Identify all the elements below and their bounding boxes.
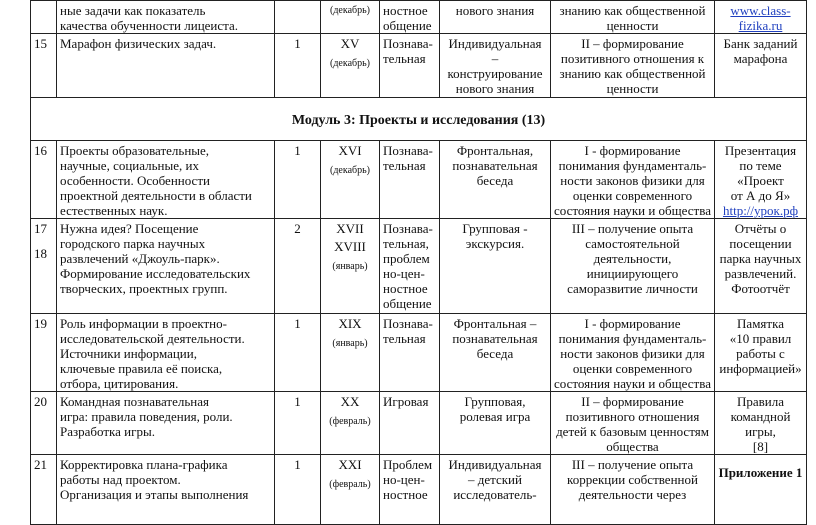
result-cell xyxy=(715,141,807,219)
row-number: 17 xyxy=(34,221,47,236)
activity-line: Познава- xyxy=(383,316,433,331)
topic-line: Командная познавательная xyxy=(60,394,210,409)
level-cell xyxy=(551,219,715,314)
form-cell xyxy=(440,392,551,455)
level-line: состояния науки и общества xyxy=(554,376,711,391)
level-line: понимания фундаменталь- xyxy=(558,158,707,173)
activity-cell xyxy=(380,314,440,392)
form-cell xyxy=(440,1,551,34)
level-line: позитивного отношения к xyxy=(560,51,705,66)
topic-cell xyxy=(57,392,275,455)
week-month: (декабрь) xyxy=(330,165,370,176)
row-number-cell xyxy=(31,34,57,98)
result-cell xyxy=(715,1,807,34)
activity-cell xyxy=(380,1,440,34)
topic-line: отбора, цитирования. xyxy=(60,376,179,391)
level-line: коррекции собственной xyxy=(567,472,698,487)
form-line: Фронтальная – xyxy=(453,316,537,331)
form-cell xyxy=(440,34,551,98)
topic-line: работы над проектом. xyxy=(60,472,181,487)
result-link[interactable]: http://урок.рф xyxy=(722,203,799,218)
level-cell xyxy=(551,314,715,392)
activity-line: тельная, xyxy=(383,236,429,251)
result-appendix: Приложение 1 xyxy=(718,465,803,480)
result-line: развлечений. xyxy=(724,266,797,281)
row-number: 15 xyxy=(34,36,47,51)
result-line: командной xyxy=(730,409,791,424)
topic-cell xyxy=(57,455,275,525)
topic-line: Формирование исследовательских xyxy=(60,266,251,281)
week-roman: XIX xyxy=(338,316,362,331)
activity-line: ностное xyxy=(383,3,428,18)
row-number-cell xyxy=(31,314,57,392)
activity-line: общение xyxy=(383,18,432,33)
form-line: Групповая, xyxy=(464,394,526,409)
topic-line: творческих, проектных групп. xyxy=(60,281,228,296)
result-line: Отчёты о xyxy=(734,221,787,236)
result-line: [8] xyxy=(752,439,769,454)
level-line: общества xyxy=(606,439,659,454)
level-line: ности законов физики для xyxy=(560,346,705,361)
row-number: 19 xyxy=(34,316,47,331)
result-line: информацией» xyxy=(719,361,802,376)
week-roman: XVIII xyxy=(334,239,366,254)
form-line: Фронтальная, xyxy=(456,143,534,158)
result-line: «10 правил xyxy=(729,331,792,346)
row-number: 20 xyxy=(34,394,47,409)
topic-line: Марафон физических задач. xyxy=(60,36,217,51)
form-cell xyxy=(440,314,551,392)
result-link[interactable]: www.class- xyxy=(730,3,791,18)
topic-cell xyxy=(57,34,275,98)
table-row xyxy=(31,1,807,34)
row-number-cell xyxy=(31,219,57,314)
hours-value: 1 xyxy=(294,316,301,331)
result-cell xyxy=(715,34,807,98)
topic-line: игра: правила поведения, роли. xyxy=(60,409,233,424)
form-line: нового знания xyxy=(455,3,535,18)
module-row xyxy=(31,98,807,141)
form-line: Групповая - xyxy=(462,221,528,236)
activity-cell xyxy=(380,392,440,455)
table-row xyxy=(31,314,807,392)
form-line: Индивидуальная xyxy=(448,36,542,51)
row-number-cell xyxy=(31,141,57,219)
level-cell xyxy=(551,1,715,34)
week-cell xyxy=(321,392,380,455)
form-line: ролевая игра xyxy=(459,409,531,424)
week-month: (декабрь) xyxy=(330,58,370,69)
week-roman: XVII xyxy=(336,221,364,236)
hours-value: 2 xyxy=(294,221,301,236)
result-line: Фотоотчёт xyxy=(731,281,790,296)
form-cell xyxy=(440,219,551,314)
table-row xyxy=(31,141,807,219)
week-roman: XXI xyxy=(338,457,362,472)
topic-line: Нужна идея? Посещение xyxy=(60,221,199,236)
activity-cell xyxy=(380,141,440,219)
week-month: (февраль) xyxy=(329,416,371,427)
row-number-second: 18 xyxy=(34,246,47,261)
form-line: – детский xyxy=(468,472,522,487)
week-roman: XVI xyxy=(338,143,362,158)
result-line: Банк заданий xyxy=(723,36,798,51)
form-line: беседа xyxy=(476,173,514,188)
level-line: I - формирование xyxy=(584,143,681,158)
topic-cell xyxy=(57,219,275,314)
level-line: II – формирование xyxy=(581,36,684,51)
level-line: знанию как общественной xyxy=(559,3,706,18)
activity-line: но-цен- xyxy=(383,472,425,487)
hours-cell xyxy=(275,141,321,219)
form-line: нового знания xyxy=(455,81,535,96)
row-number-cell xyxy=(31,392,57,455)
result-cell xyxy=(715,455,807,525)
result-cell xyxy=(715,392,807,455)
topic-line: ные задачи как показатель xyxy=(60,3,206,18)
level-line: инициирующего xyxy=(586,266,679,281)
result-link[interactable]: fizika.ru xyxy=(738,18,783,33)
activity-line: Проблем xyxy=(383,457,433,472)
level-line: деятельности, xyxy=(593,251,672,266)
level-line: II – формирование xyxy=(581,394,684,409)
activity-cell xyxy=(380,219,440,314)
result-line: марафона xyxy=(733,51,788,66)
level-line: ценности xyxy=(606,81,659,96)
level-line: III – получение опыта xyxy=(571,221,694,236)
hours-value: 1 xyxy=(294,394,301,409)
activity-line: Познава- xyxy=(383,143,433,158)
form-cell xyxy=(440,455,551,525)
result-line: Памятка xyxy=(737,316,784,331)
level-line: состояния науки и общества xyxy=(554,203,711,218)
topic-line: естественных наук. xyxy=(60,203,168,218)
week-roman: XV xyxy=(340,36,360,51)
hours-cell xyxy=(275,1,321,34)
topic-line: Проекты образовательные, xyxy=(60,143,210,158)
topic-line: Источники информации, xyxy=(60,346,197,361)
form-line: Индивидуальная xyxy=(448,457,542,472)
topic-cell xyxy=(57,141,275,219)
activity-line: тельная xyxy=(383,158,426,173)
form-line: познавательная xyxy=(452,158,538,173)
activity-line: Познава- xyxy=(383,221,433,236)
level-line: саморазвитие личности xyxy=(567,281,698,296)
topic-line: Роль информации в проектно- xyxy=(60,316,227,331)
topic-line: научные, социальные, их xyxy=(60,158,199,173)
table-row xyxy=(31,455,807,525)
result-cell xyxy=(715,314,807,392)
level-cell xyxy=(551,141,715,219)
hours-cell xyxy=(275,455,321,525)
topic-line: ключевые правила её поиска, xyxy=(60,361,223,376)
result-line: парка научных xyxy=(719,251,802,266)
result-line: Презентация xyxy=(724,143,797,158)
level-line: ности законов физики для xyxy=(560,173,705,188)
curriculum-table-page xyxy=(30,0,806,525)
row-number-cell xyxy=(31,1,57,34)
hours-value: 1 xyxy=(294,143,301,158)
level-cell xyxy=(551,455,715,525)
row-number-cell xyxy=(31,455,57,525)
activity-line: общение xyxy=(383,296,432,311)
result-line: посещении xyxy=(729,236,792,251)
form-cell xyxy=(440,141,551,219)
activity-line: проблем xyxy=(383,251,430,266)
activity-line: тельная xyxy=(383,331,426,346)
level-line: оценки современного xyxy=(572,361,693,376)
activity-line: ностное xyxy=(383,281,428,296)
level-line: деятельности через xyxy=(578,487,687,502)
level-line: понимания фундаменталь- xyxy=(558,331,707,346)
level-line: оценки современного xyxy=(572,188,693,203)
activity-line: Игровая xyxy=(383,394,429,409)
row-number: 21 xyxy=(34,457,47,472)
result-line: «Проект xyxy=(737,173,784,188)
result-line: работы с xyxy=(736,346,785,361)
table-row xyxy=(31,219,807,314)
topic-line: Разработка игры. xyxy=(60,424,155,439)
level-cell xyxy=(551,34,715,98)
form-line: познавательная xyxy=(452,331,538,346)
row-number: 16 xyxy=(34,143,47,158)
week-month: (декабрь) xyxy=(330,5,370,16)
level-line: III – получение опыта xyxy=(571,457,694,472)
level-line: I - формирование xyxy=(584,316,681,331)
level-cell xyxy=(551,392,715,455)
form-line: исследователь- xyxy=(453,487,537,502)
result-cell xyxy=(715,219,807,314)
week-cell xyxy=(321,314,380,392)
level-line: позитивного отношения xyxy=(565,409,700,424)
topic-line: развлечений «Джоуль-парк». xyxy=(60,251,220,266)
week-month: (январь) xyxy=(332,261,368,272)
form-line: – xyxy=(491,51,499,66)
activity-line: тельная xyxy=(383,51,426,66)
week-roman: XX xyxy=(340,394,360,409)
activity-line: но-цен- xyxy=(383,266,425,281)
week-month: (февраль) xyxy=(329,479,371,490)
activity-cell xyxy=(380,34,440,98)
week-cell xyxy=(321,34,380,98)
hours-value: 1 xyxy=(294,457,301,472)
topic-line: исследовательской деятельности. xyxy=(60,331,245,346)
topic-line: Организация и этапы выполнения xyxy=(60,487,249,502)
topic-cell xyxy=(57,314,275,392)
level-line: самостоятельной xyxy=(585,236,680,251)
hours-cell xyxy=(275,34,321,98)
week-cell xyxy=(321,455,380,525)
form-line: экскурсия. xyxy=(465,236,525,251)
week-cell xyxy=(321,141,380,219)
result-line: Правила xyxy=(736,394,784,409)
hours-cell xyxy=(275,392,321,455)
hours-cell xyxy=(275,314,321,392)
level-line: ценности xyxy=(606,18,659,33)
activity-cell xyxy=(380,455,440,525)
week-cell xyxy=(321,219,380,314)
topic-line: особенности. Особенности xyxy=(60,173,210,188)
topic-cell xyxy=(57,1,275,34)
curriculum-table xyxy=(30,0,807,525)
level-line: знанию как общественной xyxy=(559,66,706,81)
week-cell xyxy=(321,1,380,34)
result-line: игры, xyxy=(745,424,776,439)
form-line: беседа xyxy=(476,346,514,361)
topic-line: Корректировка плана-графика xyxy=(60,457,228,472)
result-line: от А до Я» xyxy=(730,188,791,203)
hours-cell xyxy=(275,219,321,314)
result-line: по теме xyxy=(739,158,782,173)
topic-line: качества обученности лицеиста. xyxy=(60,18,239,33)
activity-line: Познава- xyxy=(383,36,433,51)
row-number-gap xyxy=(34,236,53,246)
topic-line: проектной деятельности в области xyxy=(60,188,252,203)
activity-line: ностное xyxy=(383,487,428,502)
week-month: (январь) xyxy=(332,338,368,349)
level-line: детей к базовым ценностям xyxy=(556,424,709,439)
topic-line: городского парка научных xyxy=(60,236,206,251)
module-heading: Модуль 3: Проекты и исследования (13) xyxy=(31,98,807,141)
hours-value: 1 xyxy=(294,36,301,51)
table-row xyxy=(31,392,807,455)
table-row xyxy=(31,34,807,98)
form-line: конструирование xyxy=(447,66,543,81)
